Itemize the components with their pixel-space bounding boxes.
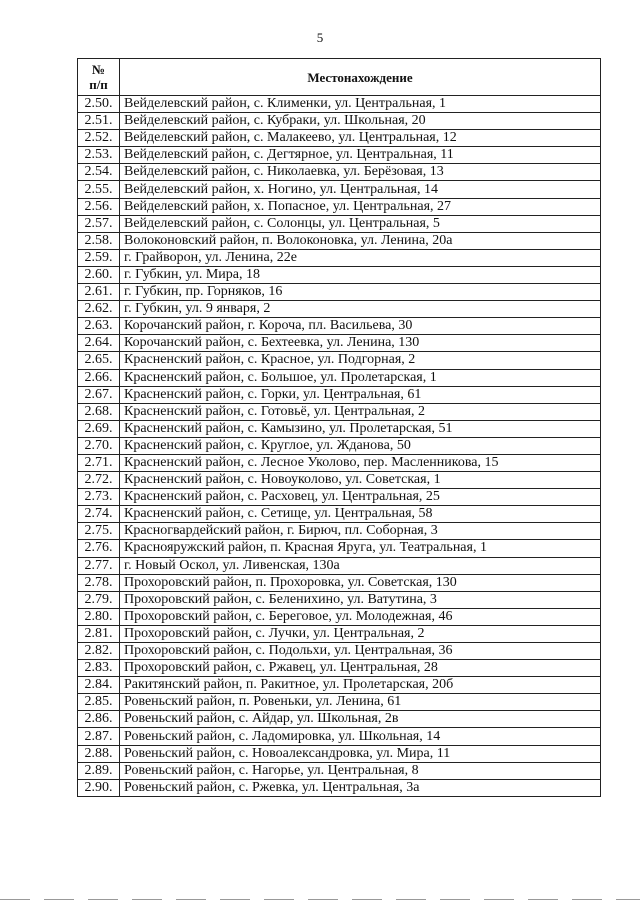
row-location: Волоконовский район, п. Волоконовка, ул. Ленина, 20а [120, 232, 601, 249]
table-row [78, 301, 601, 318]
row-number: 2.65. [78, 352, 120, 369]
row-location: Корочанский район, г. Короча, пл. Васильева, 30 [120, 318, 601, 335]
row-location: Прохоровский район, с. Лучки, ул. Центральная, 2 [120, 625, 601, 642]
row-number: 2.69. [78, 420, 120, 437]
table-header [78, 59, 601, 96]
table-row [78, 386, 601, 403]
row-number: 2.64. [78, 335, 120, 352]
row-number: 2.74. [78, 506, 120, 523]
table-row [78, 728, 601, 745]
table-row [78, 472, 601, 489]
table-row [78, 711, 601, 728]
row-location: Корочанский район, с. Бехтеевка, ул. Ленина, 130 [120, 335, 601, 352]
table-row [78, 352, 601, 369]
row-location: Вейделевский район, х. Ногино, ул. Центральная, 14 [120, 181, 601, 198]
row-location: Вейделевский район, с. Клименки, ул. Центральная, 1 [120, 96, 601, 113]
row-location: Ровеньский район, с. Айдар, ул. Школьная, 2в [120, 711, 601, 728]
row-number: 2.86. [78, 711, 120, 728]
table-row [78, 198, 601, 215]
table-row [78, 113, 601, 130]
row-number: 2.61. [78, 284, 120, 301]
table-row [78, 403, 601, 420]
row-number: 2.87. [78, 728, 120, 745]
row-location: Вейделевский район, с. Дегтярное, ул. Центральная, 11 [120, 147, 601, 164]
row-location: Вейделевский район, с. Кубраки, ул. Школьная, 20 [120, 113, 601, 130]
row-number: 2.50. [78, 96, 120, 113]
row-number: 2.75. [78, 523, 120, 540]
row-number: 2.78. [78, 574, 120, 591]
row-number: 2.88. [78, 745, 120, 762]
row-number: 2.77. [78, 557, 120, 574]
table-body [78, 96, 601, 797]
row-location: Прохоровский район, с. Подольхи, ул. Центральная, 36 [120, 643, 601, 660]
header-number-abbr: п/п [89, 77, 108, 92]
header-number [78, 59, 120, 96]
row-number: 2.59. [78, 249, 120, 266]
table-row [78, 643, 601, 660]
header-row [78, 59, 601, 96]
header-number-symbol: № [91, 62, 106, 77]
row-location: Красненский район, с. Готовьё, ул. Центральная, 2 [120, 403, 601, 420]
table-row [78, 147, 601, 164]
table-row [78, 523, 601, 540]
row-number: 2.85. [78, 694, 120, 711]
row-number: 2.82. [78, 643, 120, 660]
row-number: 2.51. [78, 113, 120, 130]
row-location: Прохоровский район, с. Береговое, ул. Молодежная, 46 [120, 608, 601, 625]
table-row [78, 181, 601, 198]
table-row [78, 318, 601, 335]
table-row [78, 164, 601, 181]
row-location: Вейделевский район, х. Попасное, ул. Центральная, 27 [120, 198, 601, 215]
row-location: Красненский район, с. Горки, ул. Центральная, 61 [120, 386, 601, 403]
row-number: 2.79. [78, 591, 120, 608]
table-row [78, 215, 601, 232]
row-number: 2.56. [78, 198, 120, 215]
row-location: Красненский район, с. Новоуколово, ул. Советская, 1 [120, 472, 601, 489]
table-row [78, 284, 601, 301]
bottom-scan-rule [0, 899, 640, 900]
row-number: 2.76. [78, 540, 120, 557]
row-number: 2.62. [78, 301, 120, 318]
row-location: Вейделевский район, с. Николаевка, ул. Берёзовая, 13 [120, 164, 601, 181]
table-row [78, 660, 601, 677]
table-row [78, 762, 601, 779]
row-location: Вейделевский район, с. Малакеево, ул. Центральная, 12 [120, 130, 601, 147]
row-number: 2.54. [78, 164, 120, 181]
table-row [78, 420, 601, 437]
row-location: г. Губкин, ул. 9 января, 2 [120, 301, 601, 318]
row-location: Красненский район, с. Лесное Уколово, пер. Масленникова, 15 [120, 454, 601, 471]
table-row [78, 266, 601, 283]
row-number: 2.68. [78, 403, 120, 420]
row-location: г. Грайворон, ул. Ленина, 22е [120, 249, 601, 266]
row-number: 2.71. [78, 454, 120, 471]
row-location: Ровеньский район, с. Нагорье, ул. Центральная, 8 [120, 762, 601, 779]
row-location: г. Новый Оскол, ул. Ливенская, 130а [120, 557, 601, 574]
row-number: 2.55. [78, 181, 120, 198]
row-number: 2.63. [78, 318, 120, 335]
row-location: Вейделевский район, с. Солонцы, ул. Центральная, 5 [120, 215, 601, 232]
row-number: 2.72. [78, 472, 120, 489]
row-location: Красненский район, с. Круглое, ул. Жданова, 50 [120, 437, 601, 454]
table-row [78, 694, 601, 711]
table-row [78, 232, 601, 249]
row-location: Ровеньский район, с. Новоалександровка, ул. Мира, 11 [120, 745, 601, 762]
table-row [78, 608, 601, 625]
table-row [78, 369, 601, 386]
table-row [78, 96, 601, 113]
header-location: Местонахождение [120, 59, 601, 96]
table-row [78, 454, 601, 471]
row-number: 2.89. [78, 762, 120, 779]
table-row [78, 677, 601, 694]
row-location: Красненский район, с. Камызино, ул. Пролетарская, 51 [120, 420, 601, 437]
row-location: Красненский район, с. Сетище, ул. Центральная, 58 [120, 506, 601, 523]
table-row [78, 130, 601, 147]
table-row [78, 745, 601, 762]
row-number: 2.67. [78, 386, 120, 403]
row-number: 2.53. [78, 147, 120, 164]
table-row [78, 506, 601, 523]
row-location: Прохоровский район, п. Прохоровка, ул. Советская, 130 [120, 574, 601, 591]
row-location: Прохоровский район, с. Ржавец, ул. Центральная, 28 [120, 660, 601, 677]
table-row [78, 574, 601, 591]
row-location: Ровеньский район, п. Ровеньки, ул. Ленина, 61 [120, 694, 601, 711]
row-number: 2.58. [78, 232, 120, 249]
table-row [78, 591, 601, 608]
table-row [78, 249, 601, 266]
row-number: 2.80. [78, 608, 120, 625]
locations-table [77, 58, 601, 797]
table-row [78, 557, 601, 574]
row-location: Краснояружский район, п. Красная Яруга, ул. Театральная, 1 [120, 540, 601, 557]
row-number: 2.83. [78, 660, 120, 677]
row-number: 2.60. [78, 266, 120, 283]
table-row [78, 540, 601, 557]
row-location: Прохоровский район, с. Беленихино, ул. Ватутина, 3 [120, 591, 601, 608]
row-location: Красненский район, с. Большое, ул. Пролетарская, 1 [120, 369, 601, 386]
row-number: 2.81. [78, 625, 120, 642]
table-row [78, 779, 601, 796]
row-number: 2.73. [78, 489, 120, 506]
row-location: г. Губкин, ул. Мира, 18 [120, 266, 601, 283]
row-location: Ровеньский район, с. Ржевка, ул. Центральная, 3а [120, 779, 601, 796]
row-location: г. Губкин, пр. Горняков, 16 [120, 284, 601, 301]
row-number: 2.52. [78, 130, 120, 147]
table-row [78, 437, 601, 454]
row-number: 2.57. [78, 215, 120, 232]
row-location: Красненский район, с. Расховец, ул. Центральная, 25 [120, 489, 601, 506]
row-number: 2.70. [78, 437, 120, 454]
page-number: 5 [316, 30, 324, 45]
row-location: Красногвардейский район, г. Бирюч, пл. Соборная, 3 [120, 523, 601, 540]
row-location: Ровеньский район, с. Ладомировка, ул. Школьная, 14 [120, 728, 601, 745]
table-row [78, 335, 601, 352]
table-row [78, 625, 601, 642]
row-location: Красненский район, с. Красное, ул. Подгорная, 2 [120, 352, 601, 369]
row-location: Ракитянский район, п. Ракитное, ул. Пролетарская, 20б [120, 677, 601, 694]
table-row [78, 489, 601, 506]
row-number: 2.84. [78, 677, 120, 694]
row-number: 2.66. [78, 369, 120, 386]
row-number: 2.90. [78, 779, 120, 796]
